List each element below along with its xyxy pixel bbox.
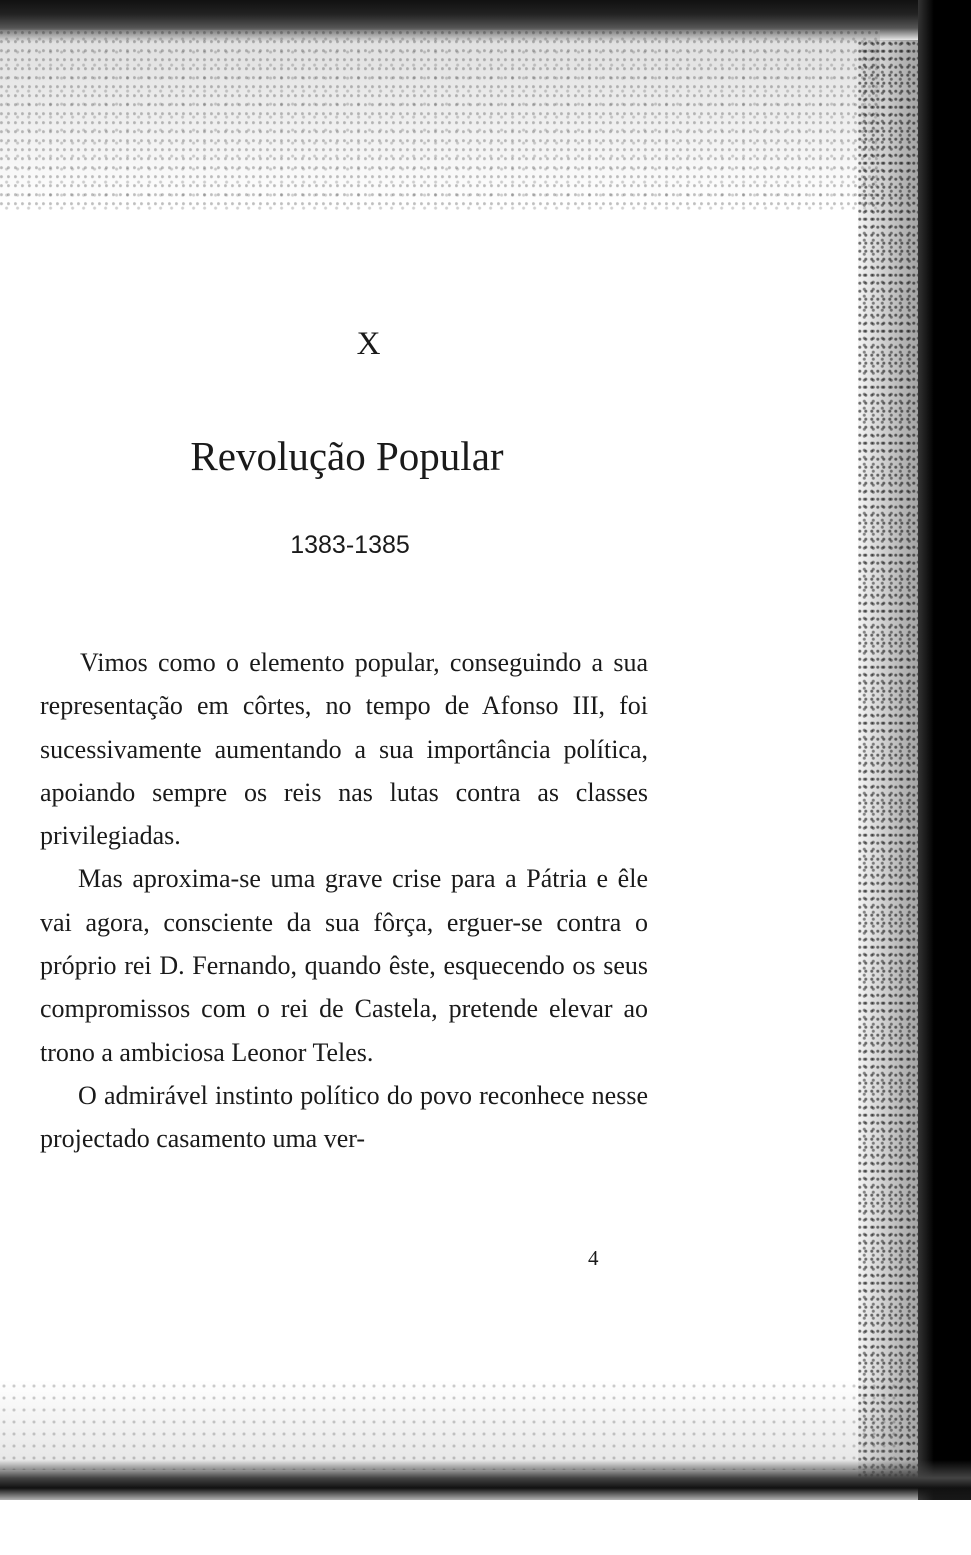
signature-mark: 4 [588,1246,599,1270]
scan-right-border [918,0,971,1500]
scan-bottom-speckle [0,1380,900,1470]
chapter-years: 1383-1385 [290,531,410,559]
paragraph-1: Vimos como o elemento popular, conseguindo a sua representação em côrtes, no tempo de Afonso III, foi sucessivamente aumentando a sua importância política, apoiando sempre os reis nas lutas contra as classes privilegiadas. [40,648,648,851]
scan-top-speckle [0,30,880,210]
chapter-number: X [356,326,382,362]
chapter-body [40,641,648,1161]
paragraph-2: Mas aproxima-se uma grave crise para a Pátria e êle vai agora, consciente da sua fôrça, erguer-se contra o próprio rei D. Fernando, quando êste, esquecendo os seus compromissos com o rei de Castela, pretende elevar ao trono a ambiciosa Leonor Teles. [40,864,648,1067]
paragraph-3: O admirável instinto político do povo reconhece nesse projectado casamento uma ver- [40,1080,648,1154]
chapter-title: Revolução Popular [190,433,504,479]
scan-bottom-shadow [0,1460,971,1500]
